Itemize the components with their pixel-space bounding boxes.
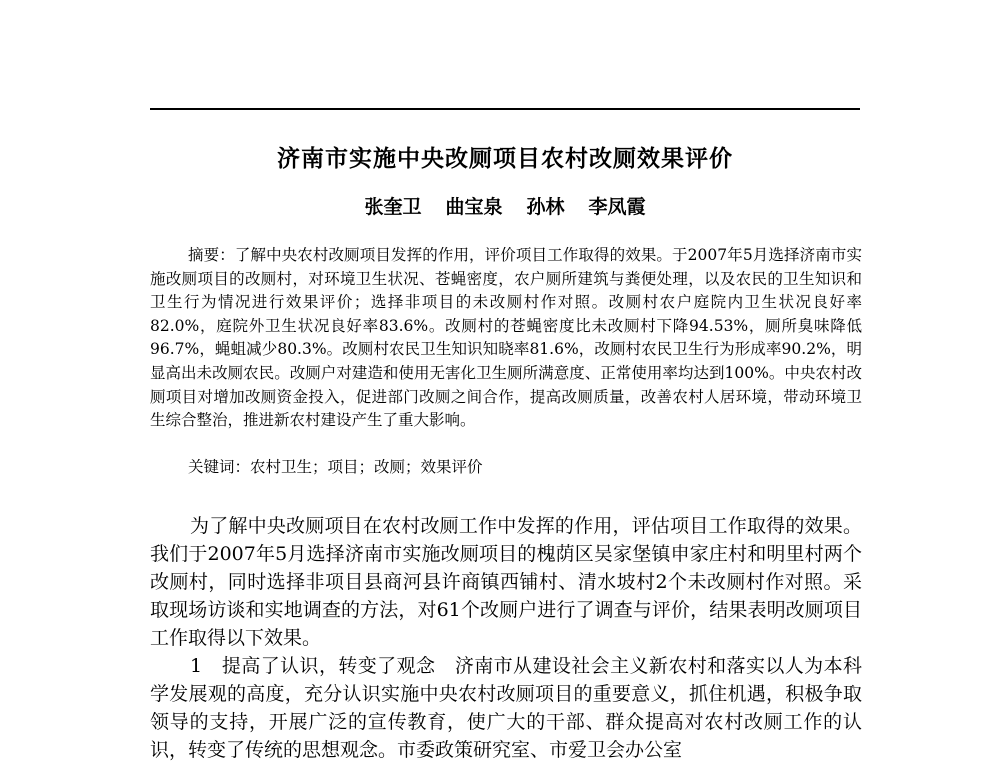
author-list [150, 192, 860, 219]
section-text: 济南市从建设社会主义新农村和落实以人为本科学发展观的高度，充分认识实施中央农村改厕项目的重要意义，抓住机遇，积极争取领导的支持，开展广泛的宣传教育，使广大的干部、群众提高对农村改厕工作的认识，转变了传统的思想观念。市委政策研究室、市爱卫会办公室 [150, 655, 862, 761]
author-name: 曲宝泉 [445, 196, 503, 218]
author-name: 张奎卫 [364, 196, 422, 218]
paper-title: 济南市实施中央改厕项目农村改厕效果评价 [277, 145, 733, 172]
body-paragraph-intro: 为了解中央改厕项目在农村改厕工作中发挥的作用，评估项目工作取得的效果。我们于2007年5月选择济南市实施改厕项目的槐荫区吴家堡镇申家庄村和明里村两个改厕村，同时选择非项目县商河县许商镇西铺村、清水坡村2个未改厕村作对照。采取现场访谈和实地调查的方法，对61个改厕户进行了调查与评价，结果表明改厕项目工作取得以下效果。 [150, 515, 862, 649]
body-paragraph-section-1 [150, 652, 862, 764]
author-name: 孙林 [526, 196, 565, 218]
abstract-text: 摘要：了解中央农村改厕项目发挥的作用，评价项目工作取得的效果。于2007年5月选择济南市实施改厕项目的改厕村，对环境卫生状况、苍蝇密度，农户厕所建筑与粪便处理，以及农民的卫生知识和卫生行为情况进行效果评价；选择非项目的未改厕村作对照。改厕村农户庭院内卫生状况良好率82.0%，庭院外卫生状况良好率83.6%。改厕村的苍蝇密度比未改厕村下降94.53%，厕所臭味降低96.7%，蝇蛆减少80.3%。改厕村农民卫生知识知晓率81.6%，改厕村农民卫生行为形成率90.2%，明显高出未改厕农民。改厕户对建造和使用无害化卫生厕所满意度、正常使用率均达到100%。中央农村改厕项目对增加改厕资金投入，促进部门改厕之间合作，提高改厕质量，改善农村人居环境，带动环境卫生综合整治，推进新农村建设产生了重大影响。 [150, 246, 862, 430]
section-heading: 1 提高了认识，转变了观念 [190, 655, 436, 677]
header-rule [150, 108, 860, 110]
author-name: 李凤霞 [588, 196, 646, 218]
keywords-line: 关键词：农村卫生；项目；改厕；效果评价 [188, 458, 483, 476]
